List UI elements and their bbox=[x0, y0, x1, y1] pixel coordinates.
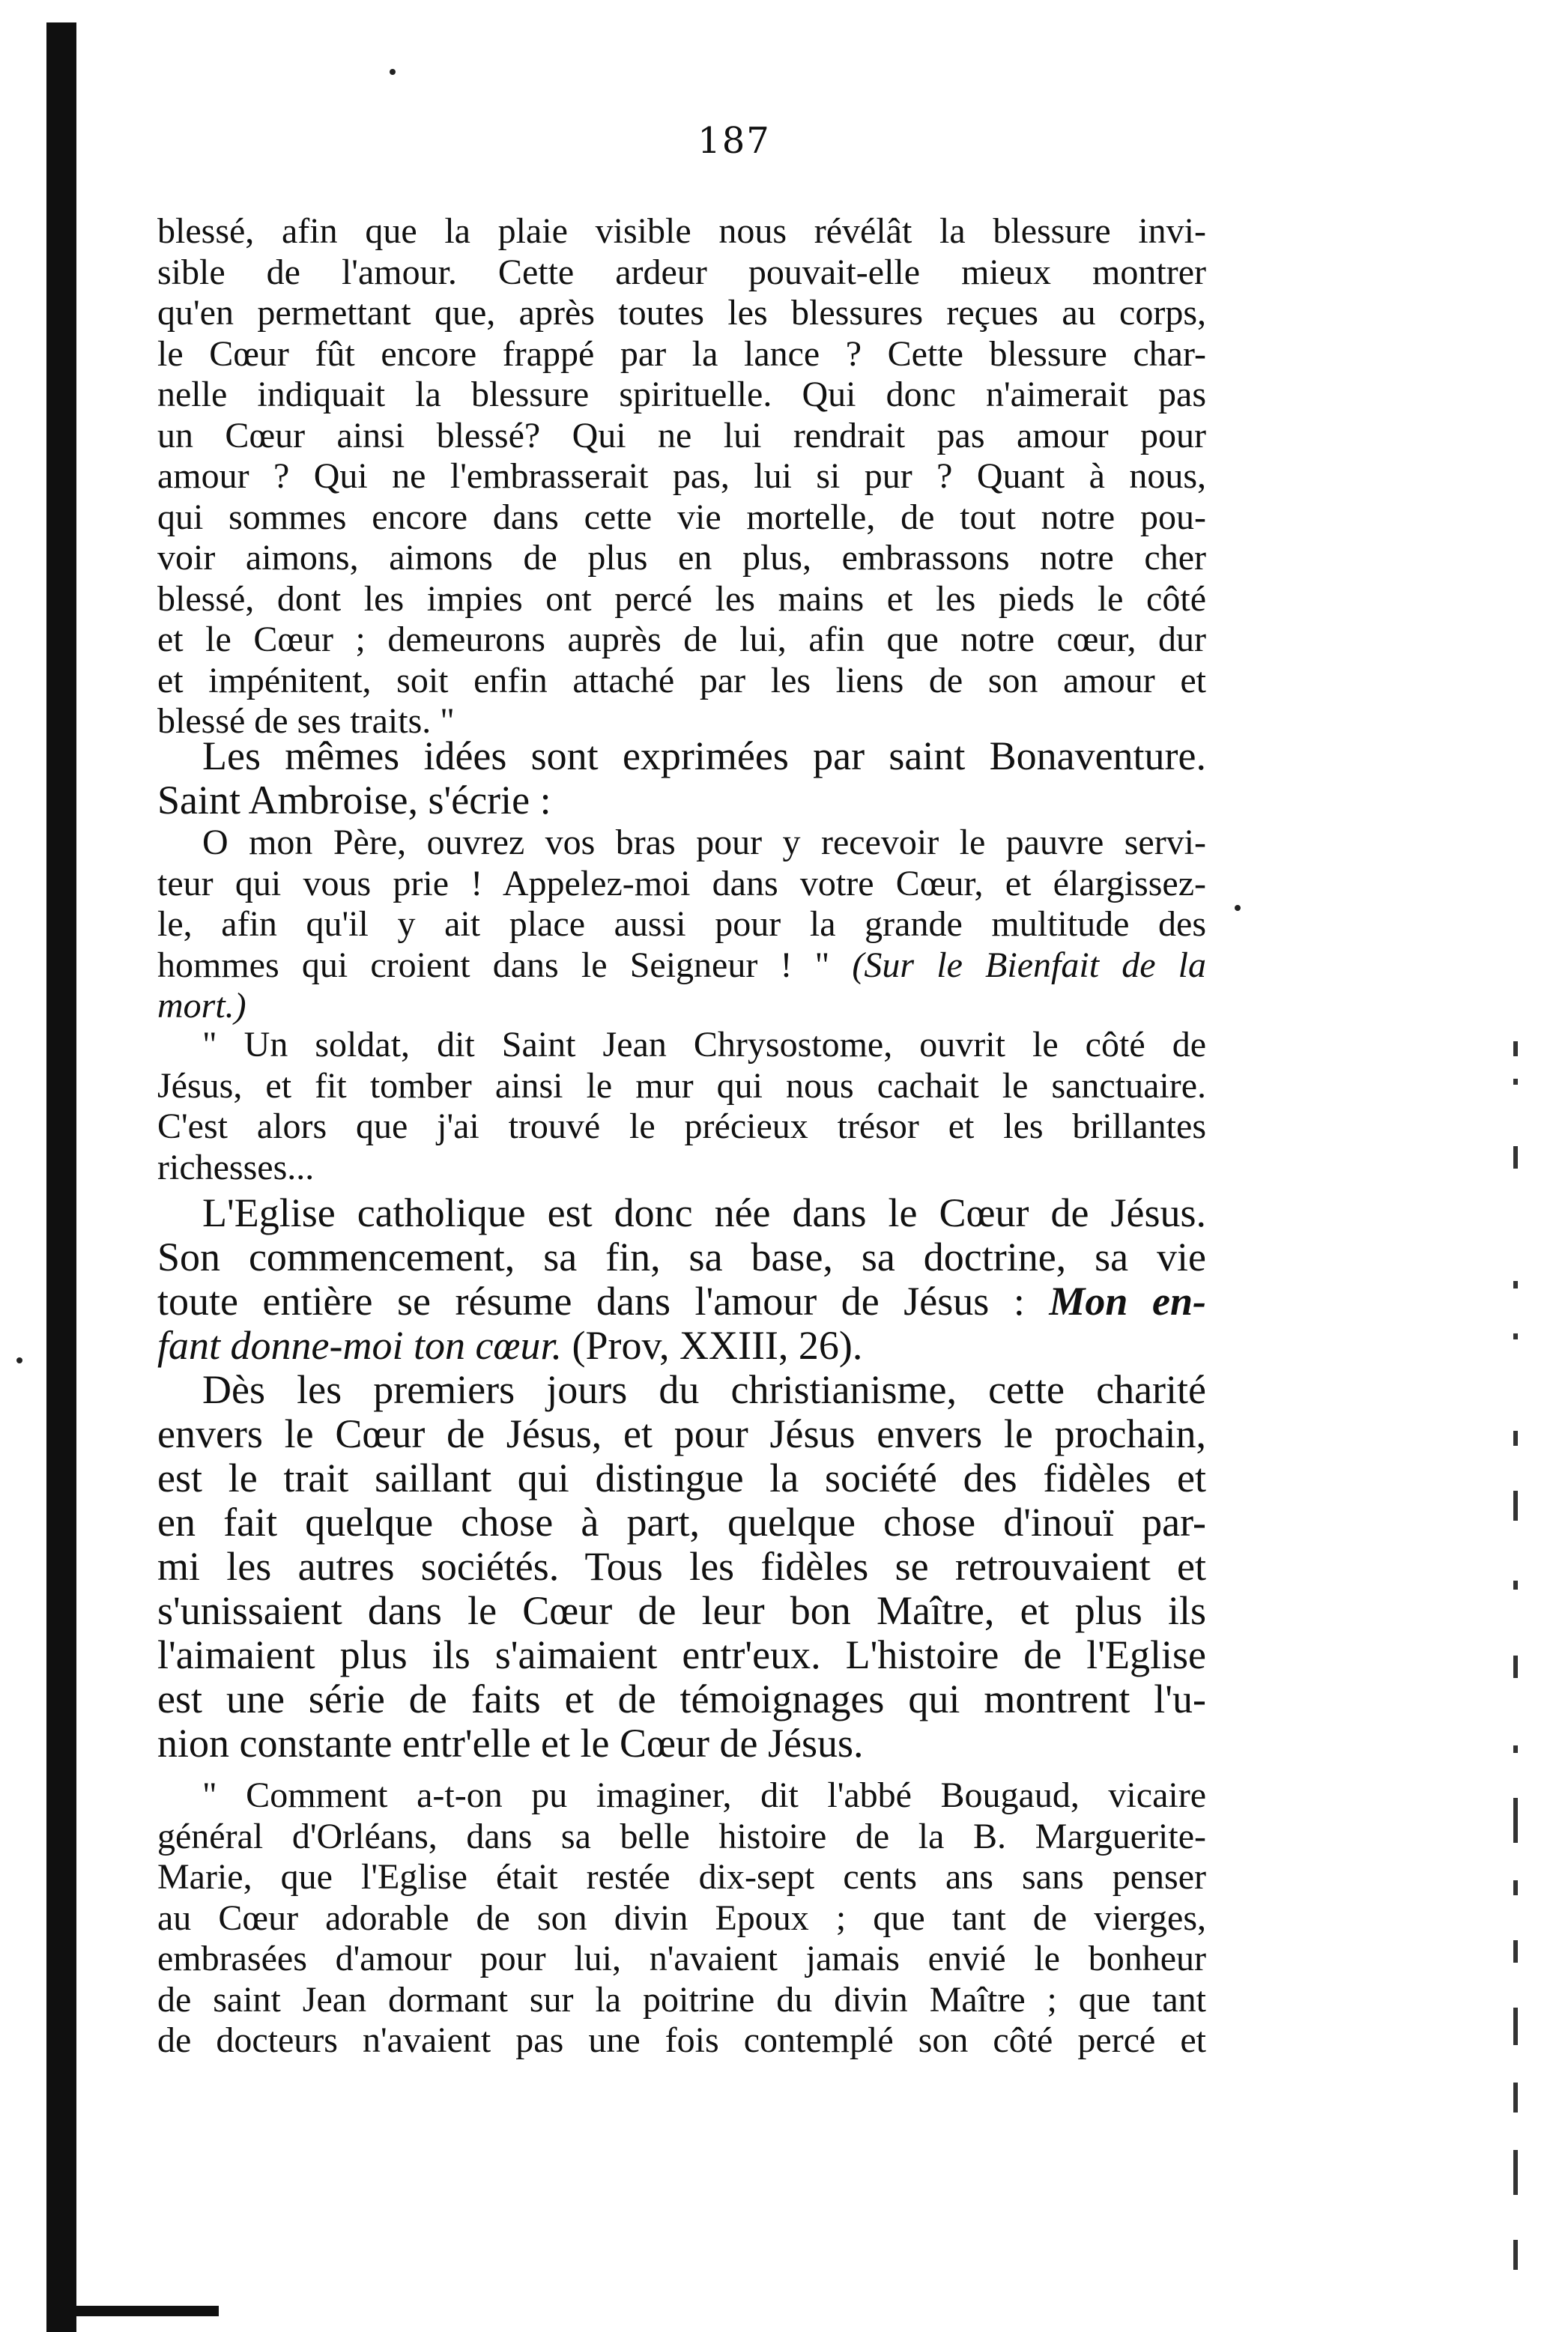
quote-text: hommes qui croient dans le Seigneur ! " bbox=[157, 945, 830, 985]
page-number: 187 bbox=[697, 120, 771, 162]
text-line: blessé de ses traits. " bbox=[157, 701, 455, 741]
text-line: Les mêmes idées sont exprimées par saint Bonaventure. bbox=[202, 733, 1206, 778]
text-line: " Un soldat, dit Saint Jean Chrysostome, ouvrit le côté de bbox=[202, 1025, 1206, 1064]
text-line: est le trait saillant qui distingue la société des fidèles et bbox=[157, 1456, 1206, 1500]
text-line: le, afin qu'il y ait place aussi pour la grande multitude des bbox=[157, 904, 1206, 944]
text-line: un Cœur ainsi blessé? Qui ne lui rendrait pas amour pour bbox=[157, 415, 1206, 455]
text-line: nelle indiquait la blessure spirituelle. Qui donc n'aimerait pas bbox=[157, 375, 1206, 414]
text-line: de docteurs n'avaient pas une fois contemplé son côté percé et bbox=[157, 2020, 1206, 2060]
text-line: et impénitent, soit enfin attaché par les liens de son amour et bbox=[157, 660, 1206, 700]
text-line bbox=[157, 1324, 1206, 1368]
text-line: Marie, que l'Eglise était restée dix-sept cents ans sans penser bbox=[157, 1857, 1206, 1897]
text-line: le Cœur fût encore frappé par la lance ? Cette blessure char- bbox=[157, 333, 1206, 374]
text-line: mi les autres sociétés. Tous les fidèles se retrouvaient et bbox=[157, 1544, 1206, 1589]
book-spine-foot bbox=[46, 2306, 219, 2316]
citation-end: mort.) bbox=[157, 986, 246, 1026]
text-line: est une série de faits et de témoignages qui montrent l'u- bbox=[157, 1677, 1206, 1721]
text-line: O mon Père, ouvrez vos bras pour y recevoir le pauvre servi- bbox=[202, 823, 1206, 862]
paragraph-6 bbox=[157, 1368, 1206, 1766]
scan-speck bbox=[1235, 905, 1241, 911]
text-line: L'Eglise catholique est donc née dans le Cœur de Jésus. bbox=[202, 1190, 1206, 1235]
text-line: embrasées d'amour pour lui, n'avaient jamais envié le bonheur bbox=[157, 1939, 1206, 1978]
text-line: Saint Ambroise, s'écrie : bbox=[157, 778, 551, 823]
text-line: teur qui vous prie ! Appelez-moi dans votre Cœur, et élargissez- bbox=[157, 863, 1206, 903]
text-line: général d'Orléans, dans sa belle histoire de la B. Marguerite- bbox=[157, 1816, 1206, 1856]
text-line: nion constante entr'elle et le Cœur de Jésus. bbox=[157, 1721, 864, 1766]
scan-speck bbox=[16, 1357, 22, 1363]
text-line: sible de l'amour. Cette ardeur pouvait-elle mieux montrer bbox=[157, 252, 1206, 292]
text-line: envers le Cœur de Jésus, et pour Jésus envers le prochain, bbox=[157, 1411, 1206, 1456]
text-line: blessé, afin que la plaie visible nous révélât la blessure invi- bbox=[157, 211, 1206, 251]
text-fragment: toute entière se résume dans l'amour de Jésus : bbox=[157, 1279, 1025, 1324]
text-line: l'aimaient plus ils s'aimaient entr'eux. L'histoire de l'Eglise bbox=[157, 1632, 1206, 1677]
text-line: Jésus, et fit tomber ainsi le mur qui nous cachait le sanctuaire. bbox=[157, 1065, 1206, 1106]
text-line: voir aimons, aimons de plus en plus, embrassons notre cher bbox=[157, 538, 1206, 578]
text-line: blessé, dont les impies ont percé les mains et les pieds le côté bbox=[157, 578, 1206, 619]
text-line: et le Cœur ; demeurons auprès de lui, afin que notre cœur, dur bbox=[157, 620, 1206, 659]
paragraph-3-quote bbox=[157, 823, 1206, 1027]
paragraph-5 bbox=[157, 1191, 1206, 1368]
text-line: au Cœur adorable de son divin Epoux ; que tant de vierges, bbox=[157, 1898, 1206, 1938]
text-line: Dès les premiers jours du christianisme, cette charité bbox=[202, 1367, 1206, 1412]
text-line: s'unissaient dans le Cœur de leur bon Maître, et plus ils bbox=[157, 1588, 1206, 1633]
text-line: qu'en permettant que, après toutes les blessures reçues au corps, bbox=[157, 293, 1206, 333]
text-line: en fait quelque chose à part, quelque chose d'inouï par- bbox=[157, 1500, 1206, 1545]
text-line: de saint Jean dormant sur la poitrine du divin Maître ; que tant bbox=[157, 1979, 1206, 2020]
scripture-reference: (Prov, XXIII, 26). bbox=[572, 1323, 863, 1368]
paragraph-7-quote bbox=[157, 1775, 1206, 2062]
text-line: qui sommes encore dans cette vie mortelle, de tout notre pou- bbox=[157, 497, 1206, 537]
book-spine-shadow bbox=[46, 22, 76, 2332]
scripture-quote: Mon en- bbox=[1049, 1279, 1207, 1324]
paragraph-1 bbox=[157, 211, 1206, 742]
text-line: " Comment a-t-on pu imaginer, dit l'abbé Bougaud, vicaire bbox=[202, 1775, 1206, 1815]
text-line: richesses... bbox=[157, 1147, 315, 1187]
text-line bbox=[157, 1279, 1206, 1324]
text-line: Son commencement, sa fin, sa base, sa doctrine, sa vie bbox=[157, 1235, 1206, 1279]
text-line: amour ? Qui ne l'embrasserait pas, lui si pur ? Quant à nous, bbox=[157, 456, 1206, 496]
citation: (Sur le Bienfait de la bbox=[852, 945, 1206, 985]
scripture-quote: fant donne-moi ton cœur. bbox=[157, 1323, 562, 1368]
text-line: C'est alors que j'ai trouvé le précieux trésor et les brillantes bbox=[157, 1106, 1206, 1146]
text-line bbox=[157, 945, 1206, 987]
paragraph-2 bbox=[157, 734, 1206, 823]
scan-speck bbox=[390, 69, 396, 75]
paragraph-4-quote bbox=[157, 1025, 1206, 1188]
bleed-through-noise bbox=[1513, 1011, 1558, 2322]
